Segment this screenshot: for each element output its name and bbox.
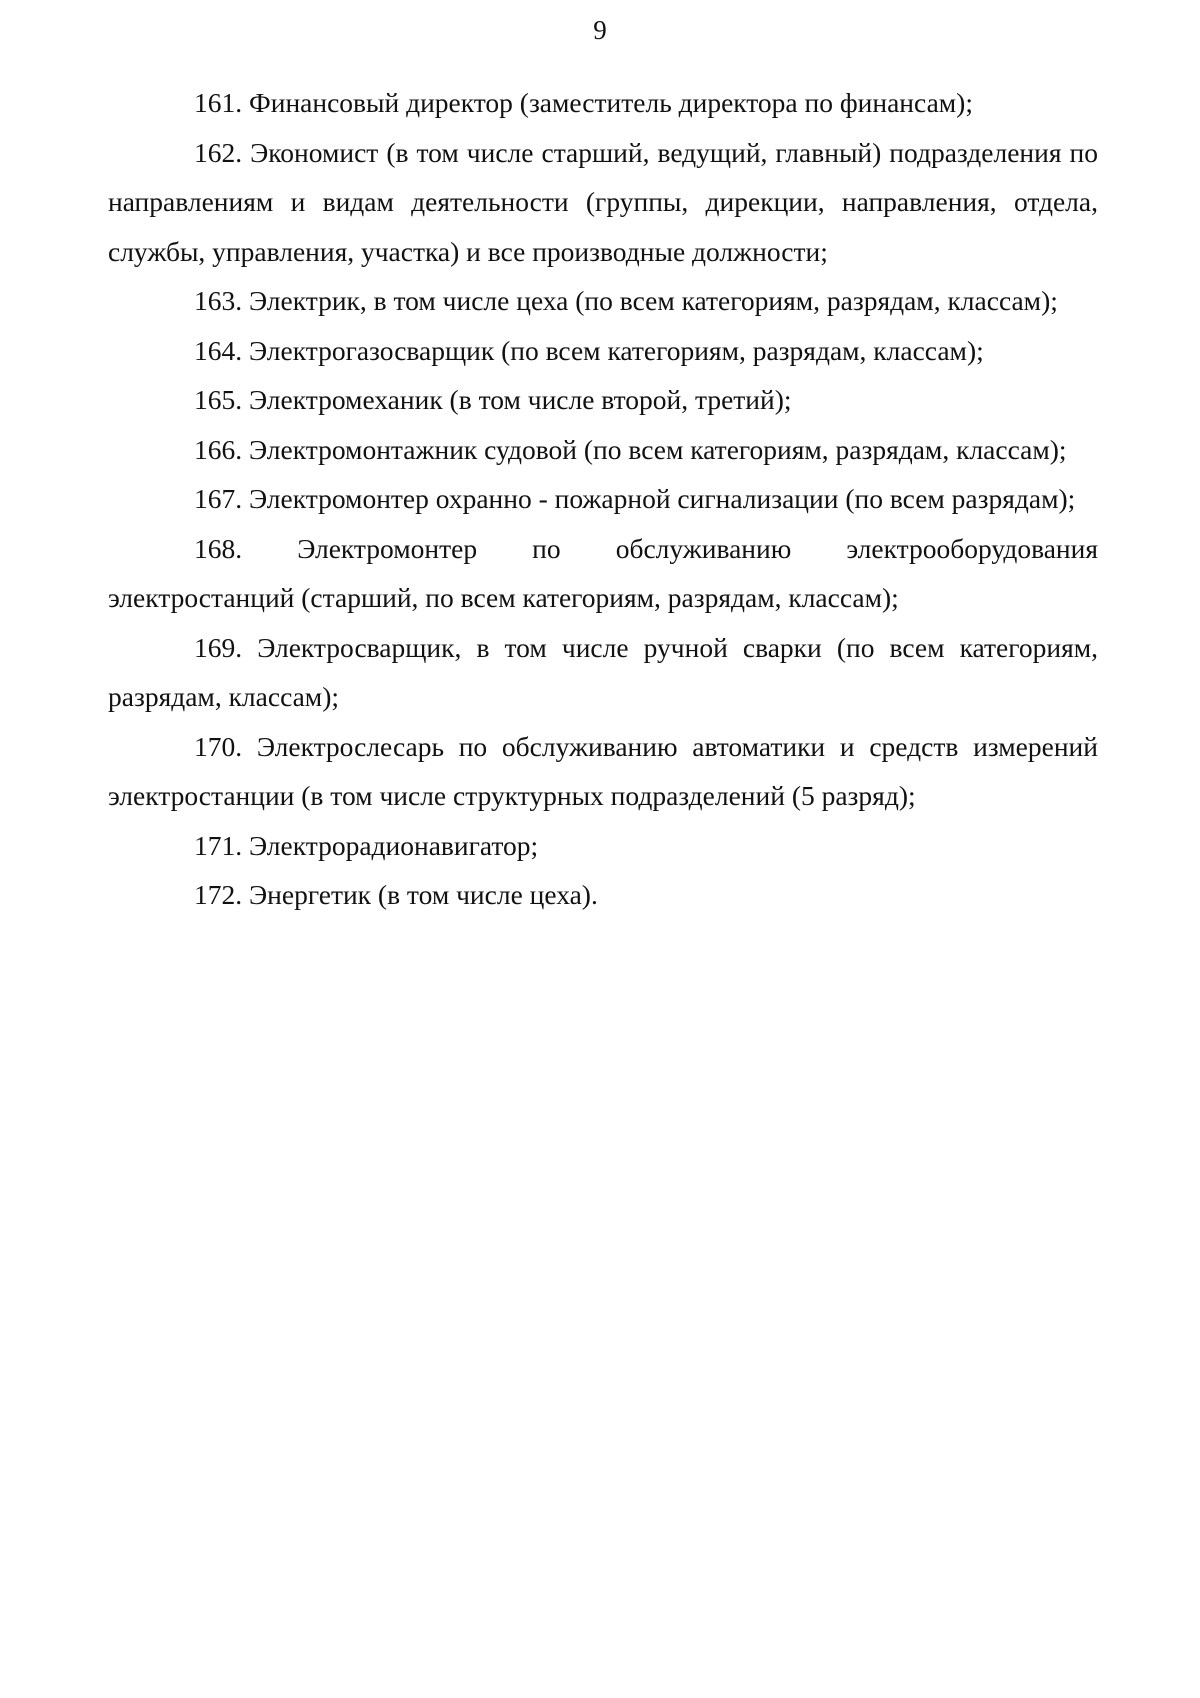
list-item-171: 171. Электрорадионавигатор; — [194, 829, 539, 861]
list-item-169: 169. Электросварщик, в том числе ручной сварки (по всем категориям, разрядам, классам); — [108, 631, 1098, 712]
document-body — [108, 78, 1098, 920]
list-item-161: 161. Финансовый директор (заместитель директора по финансам); — [194, 87, 973, 118]
list-item-165: 165. Электромеханик (в том числе второй, третий); — [194, 384, 792, 415]
list-item-162: 162. Экономист (в том числе старший, ведущий, главный) подразделения по направлениям и видам деятельности (группы, дирекции, направления, отдела, службы, управления, участка) и все производные должности; — [108, 136, 1098, 267]
list-item-172: 172. Энергетик (в том числе цеха). — [194, 879, 598, 910]
list-item-170: 170. Электрослесарь по обслуживанию автоматики и средств измерений электростанции (в том числе структурных подразделений (5 разряд); — [108, 730, 1098, 811]
list-item-168: 168. Электромонтер по обслуживанию электрооборудования электростанций (старший, по всем категориям, разрядам, классам); — [108, 532, 1098, 613]
list-item-166: 166. Электромонтажник судовой (по всем категориям, разрядам, классам); — [194, 433, 1067, 465]
list-item-164: 164. Электрогазосварщик (по всем категориям, разрядам, классам); — [194, 334, 984, 366]
list-item-163: 163. Электрик, в том числе цеха (по всем категориям, разрядам, классам); — [194, 285, 1058, 316]
list-item-167: 167. Электромонтер охранно - пожарной сигнализации (по всем разрядам); — [194, 483, 1076, 514]
page-number: 9 — [593, 15, 607, 45]
